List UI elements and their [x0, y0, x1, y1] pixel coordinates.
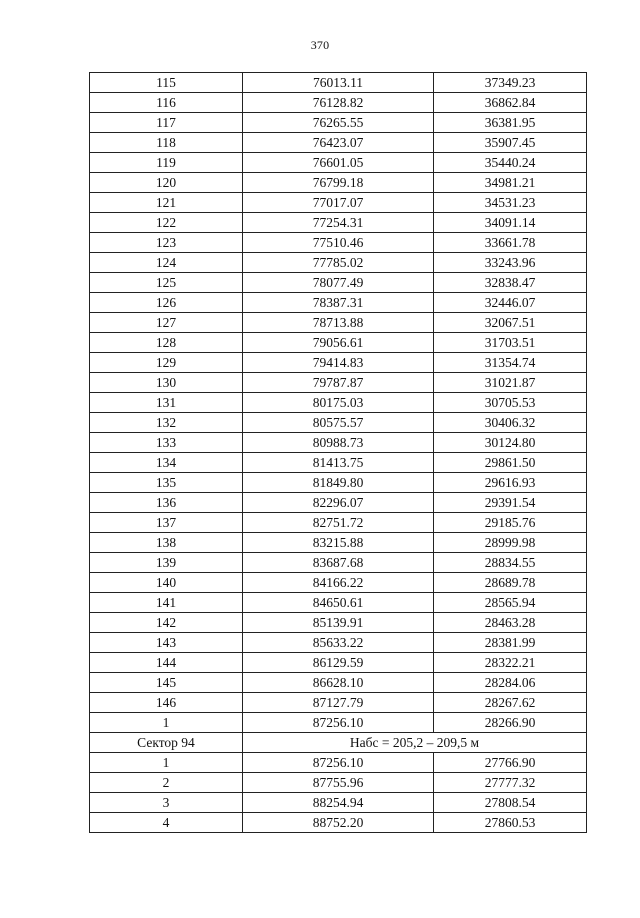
- x-coordinate-cell: 82751.72: [243, 513, 434, 533]
- y-coordinate-cell: 31703.51: [434, 333, 587, 353]
- x-coordinate-cell: 76128.82: [243, 93, 434, 113]
- x-coordinate-cell: 83687.68: [243, 553, 434, 573]
- y-coordinate-cell: 35440.24: [434, 153, 587, 173]
- y-coordinate-cell: 33243.96: [434, 253, 587, 273]
- table-row: [90, 433, 587, 453]
- sector-header-body: [90, 733, 587, 753]
- y-coordinate-cell: 28689.78: [434, 573, 587, 593]
- point-number-cell: 144: [90, 653, 243, 673]
- table-row: [90, 133, 587, 153]
- y-coordinate-cell: 28284.06: [434, 673, 587, 693]
- point-number-cell: 123: [90, 233, 243, 253]
- point-number-cell: 127: [90, 313, 243, 333]
- x-coordinate-cell: 78387.31: [243, 293, 434, 313]
- coordinates-bottom-body: [90, 753, 587, 833]
- x-coordinate-cell: 84650.61: [243, 593, 434, 613]
- y-coordinate-cell: 36381.95: [434, 113, 587, 133]
- table-row: [90, 633, 587, 653]
- coordinates-top-body: [90, 73, 587, 733]
- y-coordinate-cell: 27777.32: [434, 773, 587, 793]
- x-coordinate-cell: 76423.07: [243, 133, 434, 153]
- x-coordinate-cell: 87256.10: [243, 753, 434, 773]
- point-number-cell: 124: [90, 253, 243, 273]
- x-coordinate-cell: 77785.02: [243, 253, 434, 273]
- x-coordinate-cell: 76601.05: [243, 153, 434, 173]
- y-coordinate-cell: 31354.74: [434, 353, 587, 373]
- point-number-cell: 117: [90, 113, 243, 133]
- x-coordinate-cell: 80575.57: [243, 413, 434, 433]
- table-row: [90, 753, 587, 773]
- table-row: [90, 173, 587, 193]
- y-coordinate-cell: 33661.78: [434, 233, 587, 253]
- point-number-cell: 1: [90, 753, 243, 773]
- x-coordinate-cell: 77017.07: [243, 193, 434, 213]
- y-coordinate-cell: 34531.23: [434, 193, 587, 213]
- sector-abs-height: Набс = 205,2 – 209,5 м: [243, 733, 587, 753]
- table-row: [90, 313, 587, 333]
- point-number-cell: 142: [90, 613, 243, 633]
- x-coordinate-cell: 86628.10: [243, 673, 434, 693]
- point-number-cell: 146: [90, 693, 243, 713]
- x-coordinate-cell: 79414.83: [243, 353, 434, 373]
- x-coordinate-cell: 79056.61: [243, 333, 434, 353]
- y-coordinate-cell: 27766.90: [434, 753, 587, 773]
- table-row: [90, 73, 587, 93]
- point-number-cell: 128: [90, 333, 243, 353]
- y-coordinate-cell: 29616.93: [434, 473, 587, 493]
- point-number-cell: 129: [90, 353, 243, 373]
- y-coordinate-cell: 32838.47: [434, 273, 587, 293]
- sector-label: Сектор 94: [90, 733, 243, 753]
- x-coordinate-cell: 82296.07: [243, 493, 434, 513]
- point-number-cell: 138: [90, 533, 243, 553]
- y-coordinate-cell: 27808.54: [434, 793, 587, 813]
- table-row: [90, 493, 587, 513]
- x-coordinate-cell: 76799.18: [243, 173, 434, 193]
- y-coordinate-cell: 36862.84: [434, 93, 587, 113]
- table-row: [90, 253, 587, 273]
- point-number-cell: 115: [90, 73, 243, 93]
- coordinates-table: [89, 72, 587, 833]
- sector-header-row: [90, 733, 587, 753]
- table-row: [90, 793, 587, 813]
- y-coordinate-cell: 27860.53: [434, 813, 587, 833]
- point-number-cell: 119: [90, 153, 243, 173]
- table-row: [90, 193, 587, 213]
- point-number-cell: 134: [90, 453, 243, 473]
- point-number-cell: 126: [90, 293, 243, 313]
- y-coordinate-cell: 28267.62: [434, 693, 587, 713]
- x-coordinate-cell: 78713.88: [243, 313, 434, 333]
- y-coordinate-cell: 29391.54: [434, 493, 587, 513]
- x-coordinate-cell: 79787.87: [243, 373, 434, 393]
- y-coordinate-cell: 29861.50: [434, 453, 587, 473]
- x-coordinate-cell: 86129.59: [243, 653, 434, 673]
- x-coordinate-cell: 81413.75: [243, 453, 434, 473]
- y-coordinate-cell: 34981.21: [434, 173, 587, 193]
- x-coordinate-cell: 84166.22: [243, 573, 434, 593]
- table-row: [90, 373, 587, 393]
- table-row: [90, 113, 587, 133]
- y-coordinate-cell: 28834.55: [434, 553, 587, 573]
- y-coordinate-cell: 30406.32: [434, 413, 587, 433]
- x-coordinate-cell: 88752.20: [243, 813, 434, 833]
- point-number-cell: 121: [90, 193, 243, 213]
- table-row: [90, 773, 587, 793]
- x-coordinate-cell: 85139.91: [243, 613, 434, 633]
- point-number-cell: 116: [90, 93, 243, 113]
- table-row: [90, 613, 587, 633]
- table-row: [90, 393, 587, 413]
- table-row: [90, 293, 587, 313]
- table-row: [90, 233, 587, 253]
- y-coordinate-cell: 28322.21: [434, 653, 587, 673]
- x-coordinate-cell: 77510.46: [243, 233, 434, 253]
- table-row: [90, 333, 587, 353]
- y-coordinate-cell: 37349.23: [434, 73, 587, 93]
- point-number-cell: 143: [90, 633, 243, 653]
- x-coordinate-cell: 78077.49: [243, 273, 434, 293]
- point-number-cell: 145: [90, 673, 243, 693]
- y-coordinate-cell: 28999.98: [434, 533, 587, 553]
- table-row: [90, 213, 587, 233]
- point-number-cell: 140: [90, 573, 243, 593]
- table-row: [90, 473, 587, 493]
- table-row: [90, 453, 587, 473]
- table-row: [90, 713, 587, 733]
- point-number-cell: 141: [90, 593, 243, 613]
- point-number-cell: 122: [90, 213, 243, 233]
- y-coordinate-cell: 31021.87: [434, 373, 587, 393]
- y-coordinate-cell: 28381.99: [434, 633, 587, 653]
- table-row: [90, 413, 587, 433]
- y-coordinate-cell: 29185.76: [434, 513, 587, 533]
- x-coordinate-cell: 80988.73: [243, 433, 434, 453]
- x-coordinate-cell: 81849.80: [243, 473, 434, 493]
- point-number-cell: 133: [90, 433, 243, 453]
- point-number-cell: 1: [90, 713, 243, 733]
- table-row: [90, 273, 587, 293]
- x-coordinate-cell: 80175.03: [243, 393, 434, 413]
- point-number-cell: 3: [90, 793, 243, 813]
- point-number-cell: 120: [90, 173, 243, 193]
- table-row: [90, 353, 587, 373]
- point-number-cell: 131: [90, 393, 243, 413]
- table-row: [90, 813, 587, 833]
- table-row: [90, 533, 587, 553]
- point-number-cell: 125: [90, 273, 243, 293]
- y-coordinate-cell: 28463.28: [434, 613, 587, 633]
- point-number-cell: 137: [90, 513, 243, 533]
- x-coordinate-cell: 87256.10: [243, 713, 434, 733]
- y-coordinate-cell: 32067.51: [434, 313, 587, 333]
- page-number: 370: [310, 38, 330, 52]
- x-coordinate-cell: 77254.31: [243, 213, 434, 233]
- y-coordinate-cell: 28266.90: [434, 713, 587, 733]
- table-row: [90, 153, 587, 173]
- y-coordinate-cell: 32446.07: [434, 293, 587, 313]
- x-coordinate-cell: 76265.55: [243, 113, 434, 133]
- y-coordinate-cell: 30124.80: [434, 433, 587, 453]
- table-row: [90, 653, 587, 673]
- point-number-cell: 139: [90, 553, 243, 573]
- x-coordinate-cell: 76013.11: [243, 73, 434, 93]
- x-coordinate-cell: 85633.22: [243, 633, 434, 653]
- y-coordinate-cell: 28565.94: [434, 593, 587, 613]
- x-coordinate-cell: 83215.88: [243, 533, 434, 553]
- x-coordinate-cell: 88254.94: [243, 793, 434, 813]
- table-row: [90, 573, 587, 593]
- x-coordinate-cell: 87127.79: [243, 693, 434, 713]
- table-row: [90, 553, 587, 573]
- y-coordinate-cell: 35907.45: [434, 133, 587, 153]
- point-number-cell: 4: [90, 813, 243, 833]
- table-row: [90, 513, 587, 533]
- x-coordinate-cell: 87755.96: [243, 773, 434, 793]
- point-number-cell: 130: [90, 373, 243, 393]
- table-row: [90, 693, 587, 713]
- point-number-cell: 118: [90, 133, 243, 153]
- table-row: [90, 593, 587, 613]
- table-row: [90, 93, 587, 113]
- y-coordinate-cell: 30705.53: [434, 393, 587, 413]
- point-number-cell: 135: [90, 473, 243, 493]
- point-number-cell: 132: [90, 413, 243, 433]
- point-number-cell: 136: [90, 493, 243, 513]
- point-number-cell: 2: [90, 773, 243, 793]
- y-coordinate-cell: 34091.14: [434, 213, 587, 233]
- table-row: [90, 673, 587, 693]
